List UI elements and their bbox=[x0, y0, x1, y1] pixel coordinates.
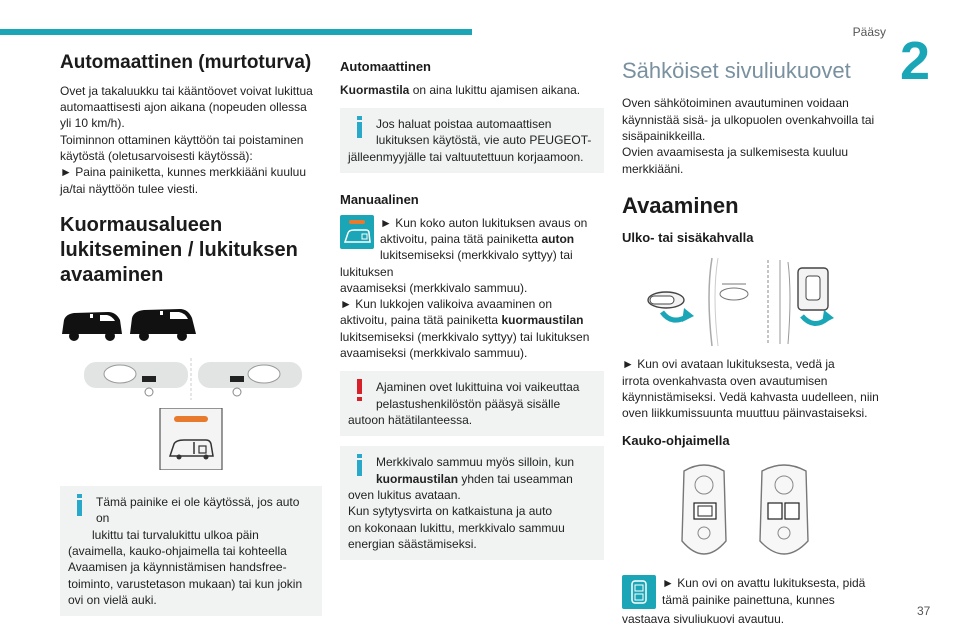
info-icon bbox=[348, 116, 370, 142]
heading-automatic-anti-theft: Automaattinen (murtoturva) bbox=[60, 52, 312, 73]
note-box-disable-auto-lock: Jos haluat poistaa automaattisen lukituksen käytöstä, vie auto PEUGEOT- jälleenmyyjälle tai valtuutettuun korjaamoon. bbox=[340, 108, 604, 173]
info-icon bbox=[68, 494, 90, 520]
note-box-button-disabled: Tämä painike ei ole käytössä, jos auto on lukittu tai turvalukittu ulkoa päin (avaimella, kauko-ohjaimella tai kohteella Avaamisen ja käynnistämisen handsfree- toiminto, varustetason mukaan) tai kun jokin ovi on vielä auki. bbox=[60, 486, 322, 616]
column-3 bbox=[622, 52, 890, 628]
dashboard-icon bbox=[60, 358, 322, 400]
paragraph-handle-opening: ► Kun ovi avataan lukituksesta, vedä ja irrota ovenkahvasta oven avautumisen käynnistämiseksi. Vedä kahvasta uudelleen, niin oven liikkumissuunta muuttuu päinvastaiseksi. bbox=[622, 357, 879, 421]
remote-key-icon bbox=[622, 459, 890, 567]
section-name: Pääsy bbox=[852, 25, 886, 39]
subheading-remote: Kauko-ohjaimella bbox=[622, 432, 730, 448]
warning-icon bbox=[348, 379, 370, 405]
vans-icon bbox=[60, 306, 322, 346]
note-box-indicator-off: Merkkivalo sammuu myös silloin, kun kuormaustilan yhden tai useamman oven lukitus avataan. Kun sytytysvirta on katkaistuna ja auto on kokonaan lukittu, merkkivalo sammuu energian säästämiseksi. bbox=[340, 446, 604, 560]
paragraph-electric-opening: Oven sähkötoiminen avautuminen voidaan käynnistää sisä- ja ulkopuolen ovenkahvoilla tai sisäpainikkeilla. Ovien avaamisesta ja sulkemisesta kuuluu merkkiääni. bbox=[622, 96, 875, 176]
warning-box-emergency: Ajaminen ovet lukittuina voi vaikeuttaa pelastushenkilöstön pääsyä sisälle autoon hätätilanteessa. bbox=[340, 371, 604, 436]
heading-load-area-locking: Kuormausalueen lukitseminen / lukituksen avaaminen bbox=[60, 213, 298, 286]
load-area-lock-button-icon bbox=[60, 408, 322, 470]
column-1 bbox=[60, 52, 322, 626]
door-handle-icon bbox=[622, 254, 890, 350]
heading-automatic: Automaattinen bbox=[340, 59, 431, 74]
paragraph-remote-opening: ► Kun ovi on avattu lukituksesta, pidä tämä painike painettuna, kunnes vastaava sivuliukuovi avautuu. bbox=[622, 576, 866, 627]
info-icon bbox=[348, 454, 370, 480]
paragraph-auto-lock: Ovet ja takaluukku tai kääntöovet voivat lukittua automaattisesti ajon aikana (nopeuden ollessa yli 10 km/h). Toiminnon ottaminen käyttöön tai poistaminen käytöstä (oletusarvoisesti käytössä): ► Paina painiketta, kunnes merkkiääni kuuluu ja/tai näyttöön tulee viesti. bbox=[60, 83, 313, 196]
subheading-handle: Ulko- tai sisäkahvalla bbox=[622, 229, 754, 245]
load-area-lock-button-icon bbox=[340, 215, 374, 249]
heading-manual: Manuaalinen bbox=[340, 191, 419, 207]
paragraph-manual: ► Kun koko auton lukituksen avaus on aktivoitu, paina tätä painiketta auton lukitsemiseksi (merkkivalo syttyy) tai lukituksen avaamiseksi (merkkivalo sammuu). ► Kun lukkojen valikoiva avaaminen on aktivoitu, paina tätä painiketta kuormaustilan lukitsemiseksi (merkkivalo syttyy) tai lukituksen avaamiseksi (merkkivalo sammuu). bbox=[340, 215, 590, 361]
heading-electric-sliding-doors: Sähköiset sivuliukuovet bbox=[622, 58, 851, 83]
header-accent-bar bbox=[0, 29, 472, 35]
column-2 bbox=[340, 52, 604, 570]
chapter-number: 2 bbox=[900, 31, 931, 91]
sliding-door-button-icon bbox=[622, 575, 656, 609]
paragraph-load-area-locked: Kuormastila on aina lukittu ajamisen aikana. bbox=[340, 82, 581, 97]
heading-opening: Avaaminen bbox=[622, 192, 739, 218]
page-number: 37 bbox=[917, 604, 931, 618]
